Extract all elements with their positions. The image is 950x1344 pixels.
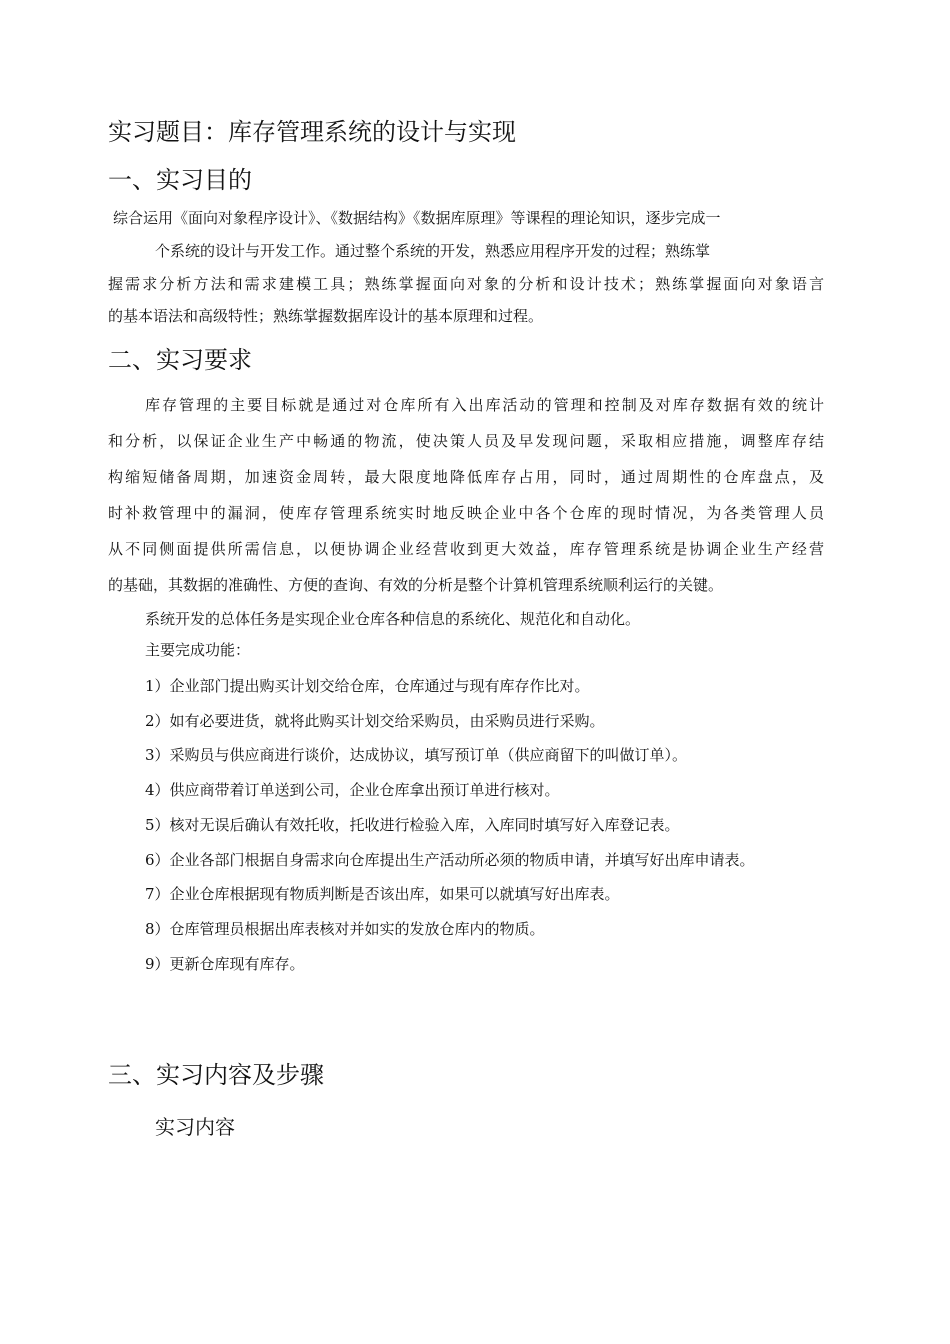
function-item-2: 2）如有必要进货，就将此购买计划交给采购员，由采购员进行采购。 xyxy=(145,712,605,730)
function-item-8: 8）仓库管理员根据出库表核对并如实的发放仓库内的物质。 xyxy=(145,920,545,938)
purpose-line-3: 握需求分析方法和需求建模工具；熟练掌握面向对象的分析和设计技术；熟练掌握面向对象语言 xyxy=(108,275,824,293)
purpose-line-4: 的基本语法和高级特性；熟练掌握数据库设计的基本原理和过程。 xyxy=(108,307,544,325)
purpose-line-1: 综合运用《面向对象程序设计》、《数据结构》《数据库原理》等课程的理论知识，逐步完成一 xyxy=(113,209,721,227)
function-item-1: 1）企业部门提出购买计划交给仓库，仓库通过与现有库存作比对。 xyxy=(145,677,590,695)
requirements-line-6: 的基础，其数据的准确性、方便的查询、有效的分析是整个计算机管理系统顺利运行的关键。 xyxy=(108,576,724,594)
requirements-line-5: 从不同侧面提供所需信息，以便协调企业经营收到更大效益，库存管理系统是协调企业生产经营 xyxy=(108,540,824,558)
section-heading-requirements: 二、实习要求 xyxy=(108,346,252,374)
function-item-6: 6）企业各部门根据自身需求向仓库提出生产活动所必须的物质申请，并填写好出库申请表。 xyxy=(145,851,755,869)
task-line: 系统开发的总体任务是实现企业仓库各种信息的系统化、规范化和自动化。 xyxy=(145,610,641,628)
section-heading-content-steps: 三、实习内容及步骤 xyxy=(108,1061,324,1089)
function-item-4: 4）供应商带着订单送到公司，企业仓库拿出预订单进行核对。 xyxy=(145,781,560,799)
subheading-content: 实习内容 xyxy=(155,1115,235,1139)
function-item-5: 5）核对无误后确认有效托收，托收进行检验入库，入库同时填写好入库登记表。 xyxy=(145,816,680,834)
requirements-line-3: 构缩短储备周期，加速资金周转，最大限度地降低库存占用，同时，通过周期性的仓库盘点，及 xyxy=(108,468,824,486)
requirements-line-2: 和分析，以保证企业生产中畅通的物流，使决策人员及早发现问题，采取相应措施，调整库存结 xyxy=(108,432,824,450)
section-heading-purpose: 一、实习目的 xyxy=(108,166,252,194)
document-title: 实习题目：库存管理系统的设计与实现 xyxy=(108,118,516,146)
function-item-7: 7）企业仓库根据现有物质判断是否该出库，如果可以就填写好出库表。 xyxy=(145,885,620,903)
function-item-3: 3）采购员与供应商进行谈价，达成协议，填写预订单（供应商留下的叫做订单）。 xyxy=(145,746,688,764)
function-item-9: 9）更新仓库现有库存。 xyxy=(145,955,305,973)
purpose-line-2: 个系统的设计与开发工作。通过整个系统的开发，熟悉应用程序开发的过程；熟练掌 xyxy=(155,242,711,260)
requirements-line-1: 库存管理的主要目标就是通过对仓库所有入出库活动的管理和控制及对库存数据有效的统计 xyxy=(145,396,824,414)
requirements-line-4: 时补救管理中的漏洞，使库存管理系统实时地反映企业中各个仓库的现时情况，为各类管理人员 xyxy=(108,504,824,522)
functions-label: 主要完成功能： xyxy=(145,641,251,659)
